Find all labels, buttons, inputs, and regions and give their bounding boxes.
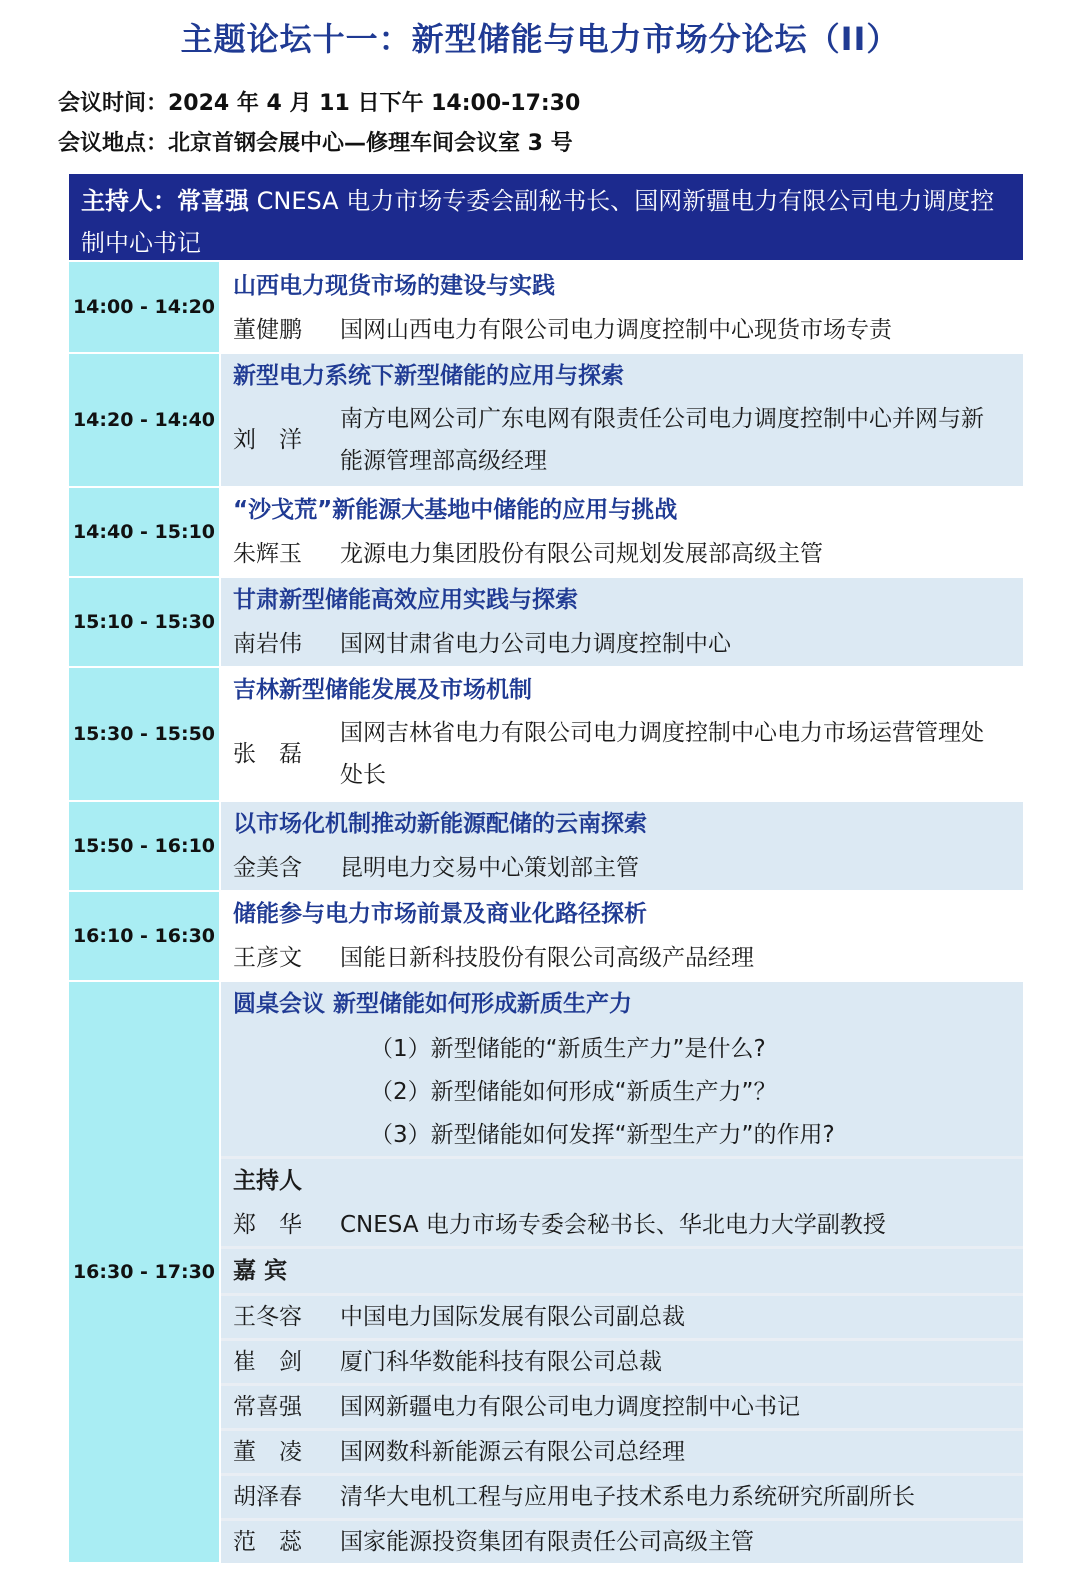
moderator-block (221, 1159, 1023, 1246)
speaker-name: 董健鹏 (233, 317, 302, 343)
session-topic: 新型电力系统下新型储能的应用与探索 (233, 363, 624, 389)
session-row (221, 802, 1023, 890)
guest-affiliation: 中国电力国际发展有限公司副总裁 (340, 1304, 685, 1330)
guest-name: 胡泽春 (233, 1484, 302, 1510)
moderator-label: 主持人 (233, 1168, 302, 1194)
speaker-affiliation: 国网甘肃省电力公司电力调度控制中心 (340, 631, 731, 657)
guest-affiliation: 厦门科华数能科技有限公司总裁 (340, 1349, 662, 1375)
guest-affiliation: 国家能源投资集团有限责任公司高级主管 (340, 1529, 754, 1555)
speaker (233, 532, 1023, 576)
guest-affiliation: 国网新疆电力有限公司电力调度控制中心书记 (340, 1394, 800, 1420)
guest-row (221, 1431, 1023, 1473)
speaker-affiliation: 国能日新科技股份有限公司高级产品经理 (340, 945, 754, 971)
guest-row (221, 1296, 1023, 1338)
speaker-name: 张 磊 (233, 741, 302, 767)
moderator (233, 1203, 1023, 1247)
speaker-name: 朱辉玉 (233, 541, 302, 567)
roundtable-question: （1）新型储能的“新质生产力”是什么? (370, 1036, 766, 1062)
speaker (233, 622, 1023, 666)
guest-name: 王冬容 (233, 1304, 302, 1330)
meeting-time: 会议时间：2024 年 4 月 11 日下午 14:00-17:30 (58, 91, 581, 116)
moderator-affiliation: CNESA 电力市场专委会秘书长、华北电力大学副教授 (340, 1212, 886, 1238)
session-topic: 山西电力现货市场的建设与实践 (233, 273, 555, 299)
session-topic: “沙戈荒”新能源大基地中储能的应用与挑战 (233, 497, 678, 523)
session-topic: 以市场化机制推动新能源配储的云南探索 (233, 811, 647, 837)
speaker-name: 金美含 (233, 855, 302, 881)
session-time: 14:40 - 15:10 (69, 488, 219, 576)
session-time: 15:50 - 16:10 (69, 802, 219, 890)
guest-row (221, 1386, 1023, 1428)
guest-name: 常喜强 (233, 1394, 302, 1420)
host-bar (69, 174, 1023, 260)
session-row (221, 668, 1023, 800)
session-row (221, 892, 1023, 980)
guest-row (221, 1521, 1023, 1563)
host-label: 主持人：常喜强 (81, 187, 249, 215)
moderator-name: 郑 华 (233, 1212, 302, 1238)
speaker (233, 936, 1023, 980)
speaker (233, 846, 1023, 890)
guest-affiliation: 国网数科新能源云有限公司总经理 (340, 1439, 685, 1465)
guests-label: 嘉 宾 (233, 1258, 288, 1284)
guest-row (221, 1476, 1023, 1518)
speaker (233, 308, 1023, 352)
page-title: 主题论坛十一：新型储能与电力市场分论坛（II） (180, 20, 900, 58)
roundtable-topic: 圆桌会议 新型储能如何形成新质生产力 (233, 991, 633, 1017)
session-time: 15:10 - 15:30 (69, 578, 219, 666)
session-topic: 储能参与电力市场前景及商业化路径探析 (233, 901, 647, 927)
speaker-affiliation: 国网山西电力有限公司电力调度控制中心现货市场专责 (340, 317, 892, 343)
roundtable-time: 16:30 - 17:30 (69, 982, 219, 1562)
guest-affiliation: 清华大电机工程与应用电子技术系电力系统研究所副所长 (340, 1484, 915, 1510)
speaker-name: 王彦文 (233, 945, 302, 971)
session-topic: 甘肃新型储能高效应用实践与探索 (233, 587, 578, 613)
session-row (221, 488, 1023, 576)
guest-name: 董 凌 (233, 1439, 302, 1465)
speaker-affiliation: 昆明电力交易中心策划部主管 (340, 855, 639, 881)
guests-label-row (221, 1249, 1023, 1293)
roundtable-question: （2）新型储能如何形成“新质生产力”？ (370, 1079, 777, 1105)
speaker (233, 398, 1023, 482)
session-time: 14:20 - 14:40 (69, 354, 219, 486)
speaker-affiliation: 国网吉林省电力有限公司电力调度控制中心电力市场运营管理处处长 (340, 720, 984, 788)
host-description: CNESA 电力市场专委会副秘书长、国网新疆电力有限公司电力调度控制中心书记 (81, 187, 995, 257)
guest-row (221, 1341, 1023, 1383)
speaker-name: 南岩伟 (233, 631, 302, 657)
session-time: 16:10 - 16:30 (69, 892, 219, 980)
speaker (233, 712, 1023, 796)
session-topic: 吉林新型储能发展及市场机制 (233, 677, 532, 703)
session-time: 14:00 - 14:20 (69, 262, 219, 352)
roundtable-question: （3）新型储能如何发挥“新型生产力”的作用? (370, 1122, 835, 1148)
meeting-place: 会议地点：北京首钢会展中心—修理车间会议室 3 号 (58, 131, 573, 156)
session-time: 15:30 - 15:50 (69, 668, 219, 800)
session-row (221, 578, 1023, 666)
session-row (221, 354, 1023, 486)
speaker-affiliation: 南方电网公司广东电网有限责任公司电力调度控制中心并网与新能源管理部高级经理 (340, 406, 984, 474)
guest-name: 范 蕊 (233, 1529, 302, 1555)
guest-name: 崔 剑 (233, 1349, 302, 1375)
speaker-name: 刘 洋 (233, 427, 302, 453)
session-row (221, 264, 1023, 352)
speaker-affiliation: 龙源电力集团股份有限公司规划发展部高级主管 (340, 541, 823, 567)
